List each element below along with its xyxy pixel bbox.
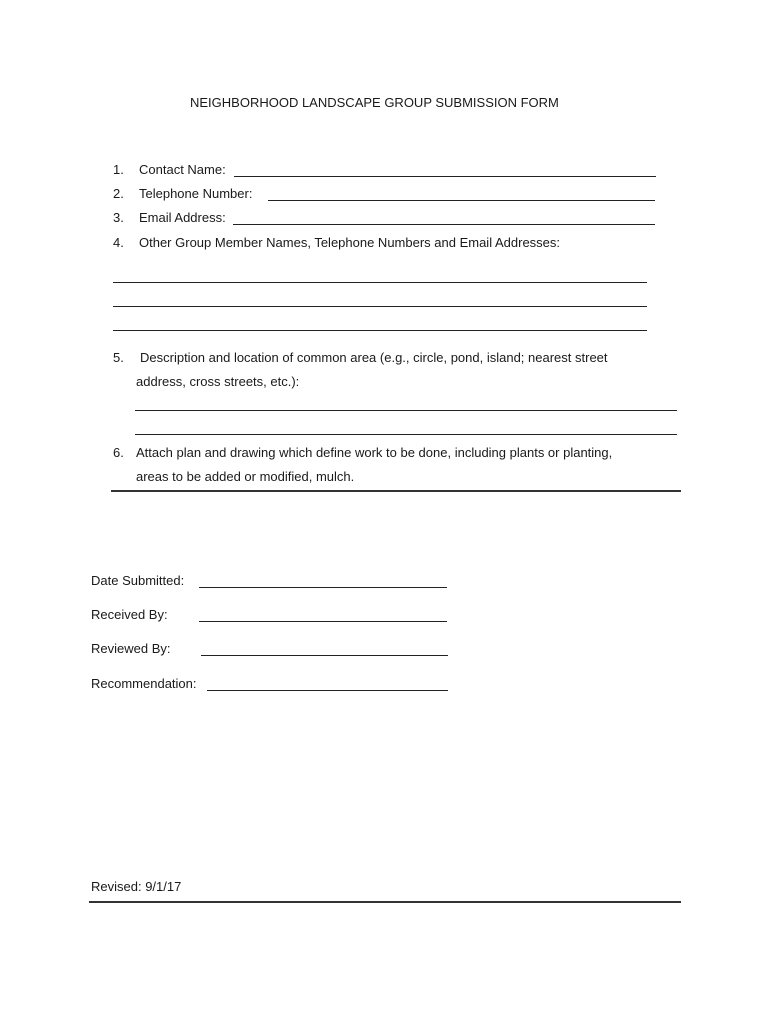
received-by-label: Received By:	[91, 607, 168, 622]
contact-name-field[interactable]	[234, 176, 656, 177]
item-4-number: 4.	[113, 235, 124, 250]
other-members-line-3[interactable]	[113, 330, 647, 331]
contact-name-label: Contact Name:	[139, 162, 226, 177]
item-6-number: 6.	[113, 445, 124, 460]
common-area-description-line-2: address, cross streets, etc.):	[136, 374, 300, 389]
recommendation-field[interactable]	[207, 690, 448, 691]
page-title: NEIGHBORHOOD LANDSCAPE GROUP SUBMISSION FORM	[190, 95, 559, 110]
other-members-line-1[interactable]	[113, 282, 647, 283]
revised-date: Revised: 9/1/17	[91, 879, 182, 894]
received-by-field[interactable]	[199, 621, 447, 622]
recommendation-label: Recommendation:	[91, 676, 197, 691]
section-divider	[111, 490, 681, 492]
item-2-number: 2.	[113, 186, 124, 201]
reviewed-by-field[interactable]	[201, 655, 448, 656]
telephone-number-field[interactable]	[268, 200, 655, 201]
reviewed-by-label: Reviewed By:	[91, 641, 171, 656]
email-address-field[interactable]	[233, 224, 655, 225]
attach-plan-line-2: areas to be added or modified, mulch.	[136, 469, 355, 484]
date-submitted-field[interactable]	[199, 587, 447, 588]
other-members-label: Other Group Member Names, Telephone Numbers and Email Addresses:	[139, 235, 561, 250]
telephone-number-label: Telephone Number:	[139, 186, 253, 201]
attach-plan-line-1: Attach plan and drawing which define work to be done, including plants or planting,	[136, 445, 613, 460]
item-5-number: 5.	[113, 350, 124, 365]
common-area-line-1[interactable]	[135, 410, 677, 411]
common-area-line-2[interactable]	[135, 434, 677, 435]
email-address-label: Email Address:	[139, 210, 226, 225]
other-members-line-2[interactable]	[113, 306, 647, 307]
item-3-number: 3.	[113, 210, 124, 225]
item-1-number: 1.	[113, 162, 124, 177]
footer-divider	[89, 901, 681, 903]
common-area-description-line-1: Description and location of common area (e.g., circle, pond, island; nearest street	[140, 350, 608, 365]
date-submitted-label: Date Submitted:	[91, 573, 185, 588]
